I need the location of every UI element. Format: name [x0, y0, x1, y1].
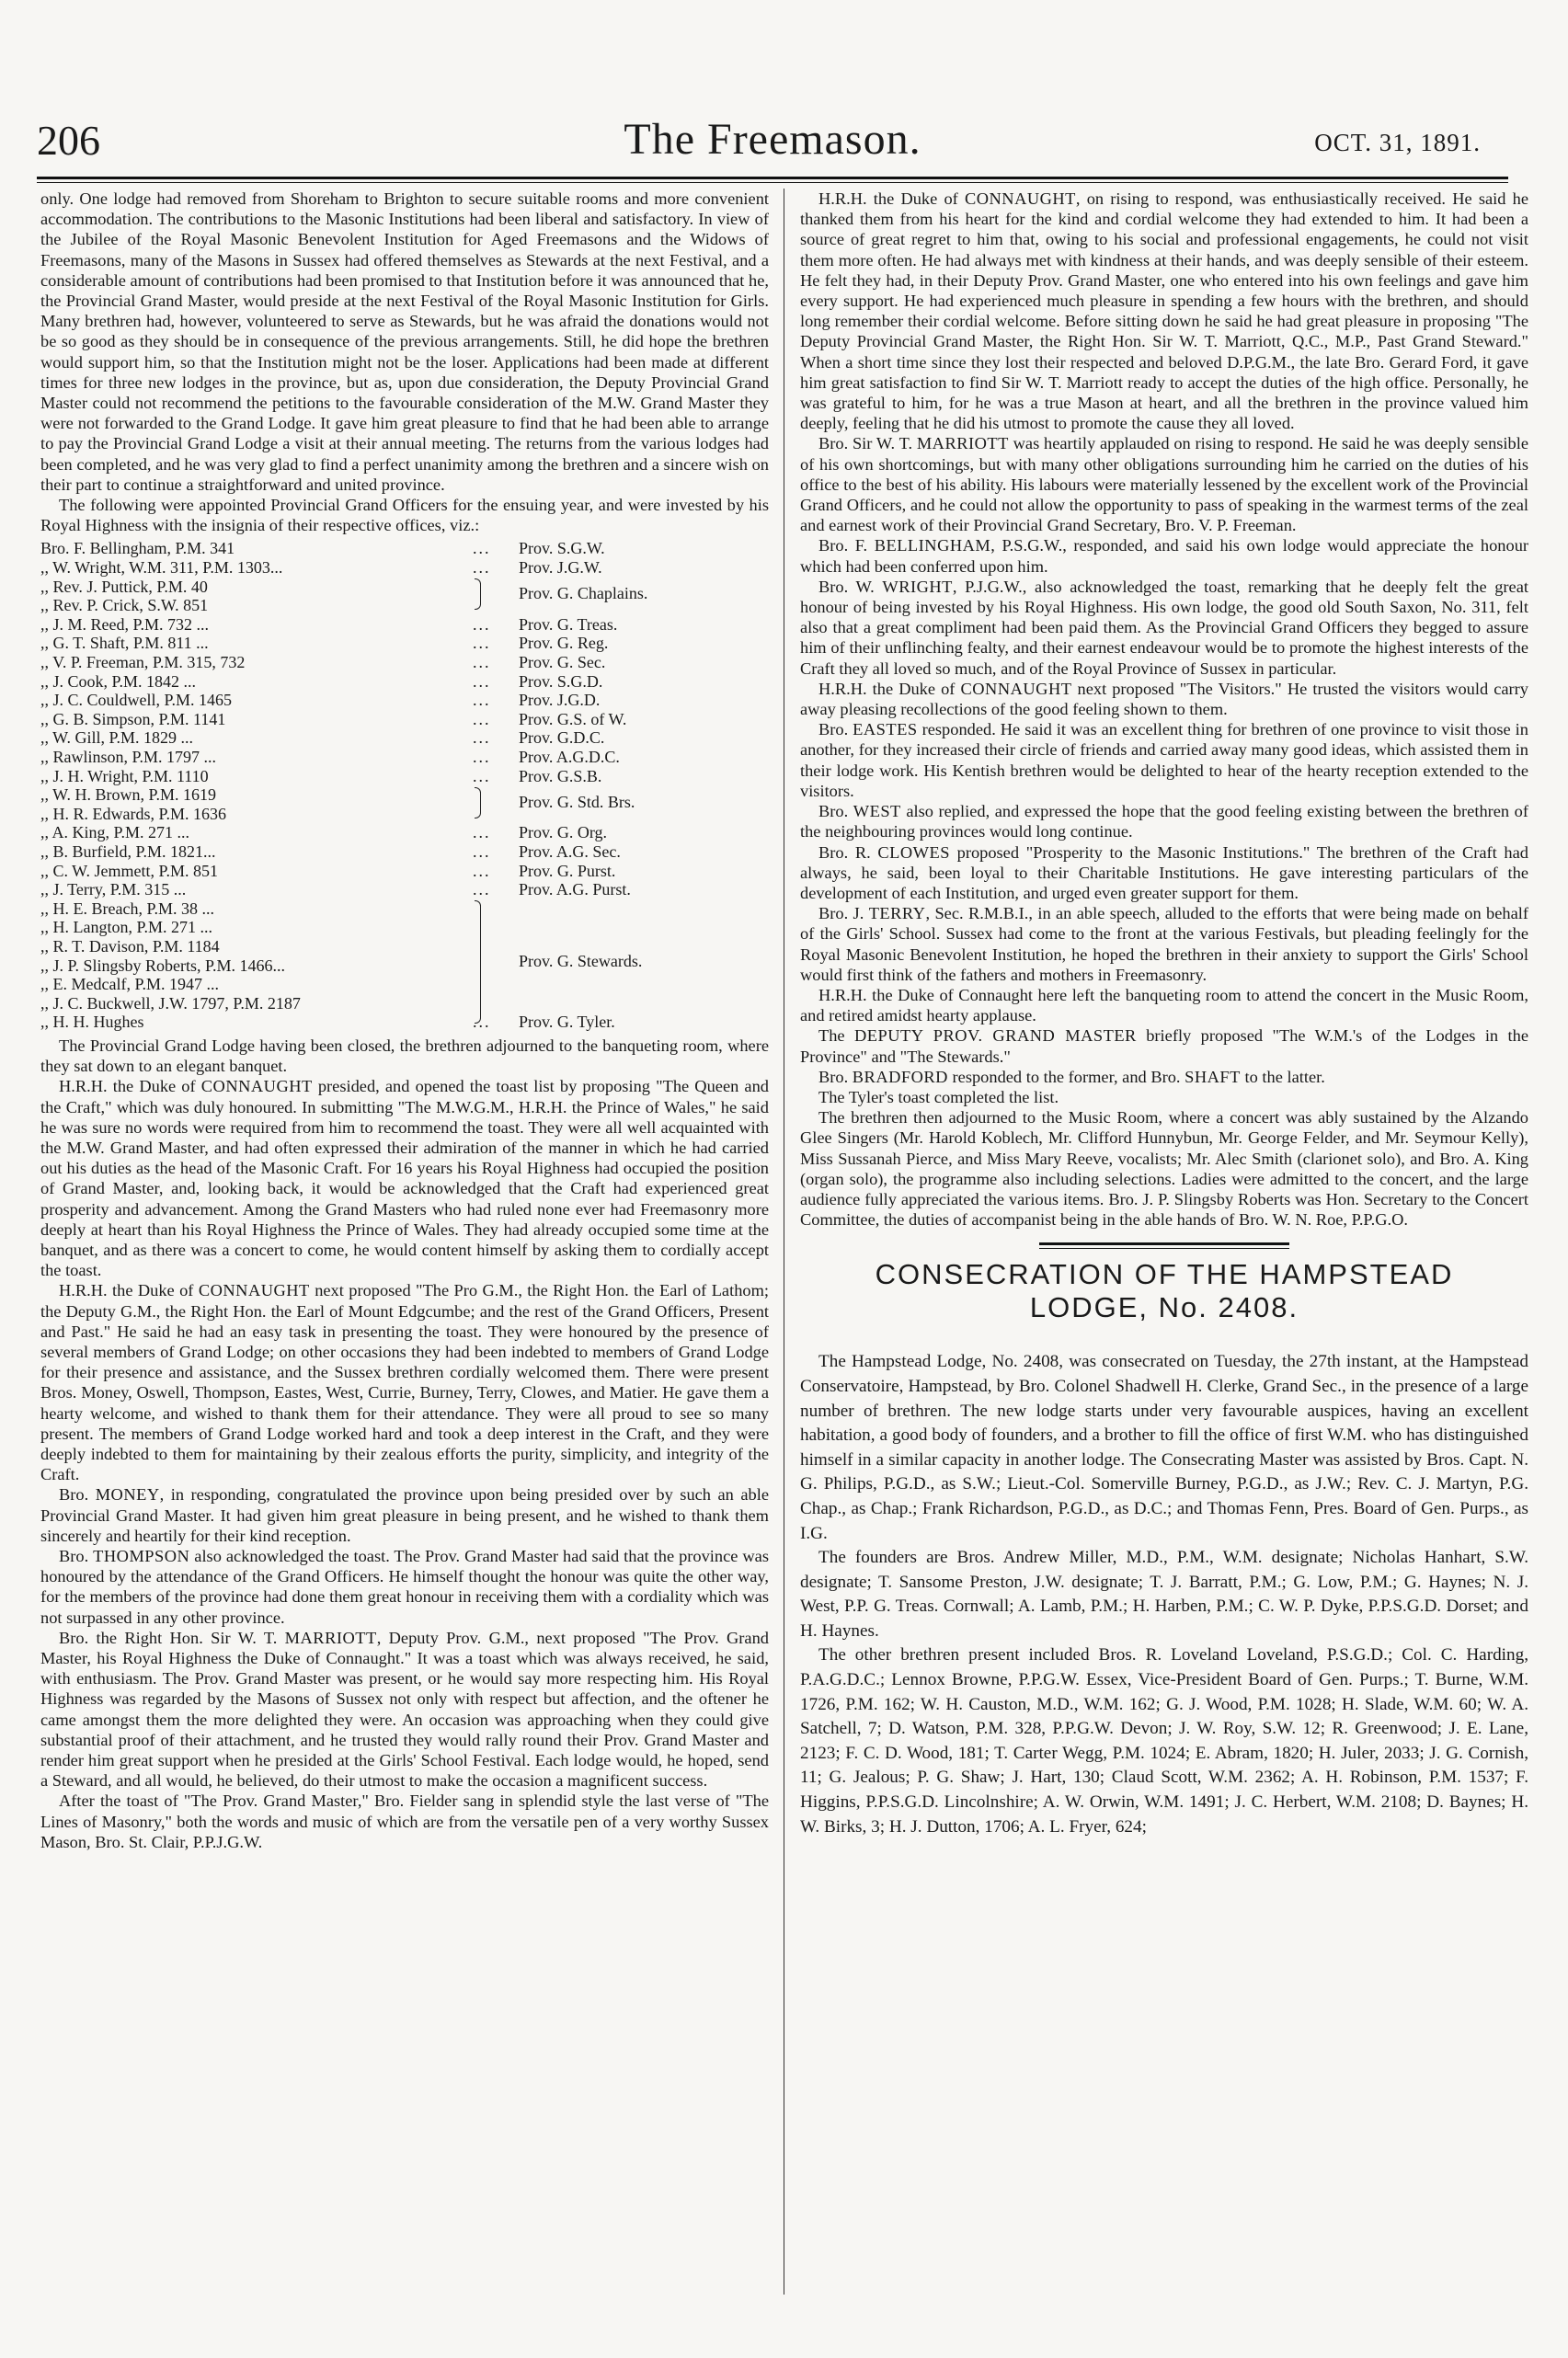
text-run: Bro. [818, 1067, 853, 1086]
text-run: next proposed "The Visitors." He trusted the visitors would carry away pleasing recollections of the good feeling shown to them. [800, 679, 1528, 719]
text-run: , Deputy Prov. G.M., next proposed "The Prov. Grand Master, his Royal Highness the Duke of Connaught." It was a toast which was always received, he said, with enthusiasm. The Prov. Grand Master was present, or he would say more respecting him. His Royal Highness was regarded by the Masons of Sussex not only with respect but affection, and the oftener he came amongst them the more delighted they were. An occasion was approaching when they could give substantial proof of their attachment, and he trusted they would rally round their Prov. Grand Master and render him great support when he presided at the Girls' School Festival. Each lodge would, he hoped, send a Steward, and all would, he believed, do their utmost to make the occasion a magnificent success. [40, 1628, 769, 1791]
paragraph [800, 535, 1528, 576]
small-caps-name: TERRY [868, 904, 926, 923]
small-caps-name: BRADFORD [852, 1067, 948, 1086]
text-run: responded. He said it was an excellent thing for brethren of one province to visit those in another, for they increased their circle of friends and carried away many good ideas, which assisted them in their lodge work. His Kentish brethren would be delighted to hear of the hearty reception extended to the visitors. [800, 720, 1528, 800]
small-caps-name: WEST [853, 802, 901, 821]
paragraph [800, 903, 1528, 985]
article-headline [800, 1258, 1528, 1324]
leader-dots: ... [473, 558, 491, 578]
officer-name: ,, A. King, P.M. 271 ... [40, 823, 190, 842]
officer-row [40, 634, 769, 653]
officer-row [40, 748, 769, 767]
leader-dots: ... [473, 766, 491, 785]
officer-name: ,, H. H. Hughes [40, 1013, 144, 1032]
officer-row [40, 691, 769, 710]
text-run: briefly proposed "The W.M.'s of the Lodges in the Province" and "The Stewards." [800, 1026, 1528, 1066]
leader-dots: ... [473, 747, 491, 766]
officer-office: Prov. G.S. of W. [519, 709, 627, 728]
paragraph [40, 1484, 769, 1546]
paragraph [800, 719, 1528, 801]
officer-office: Prov. A.G. Purst. [519, 880, 631, 899]
text-run: , P.J.G.W., also acknowledged the toast, remarking that he deeply felt the great honour of being invested by his Royal Highness. His own lodge, the good old South Saxon, No. 311, felt also that a great compliment had been paid them. As the Provincial Grand Officers they begged to assure him of their unflinching fealty, and their earnest endeavour would be to promote the highest interests of the Craft they all loved so much, and of the Royal Province of Sussex in particular. [800, 577, 1528, 678]
officer-name: ,, E. Medcalf, P.M. 1947 ... [40, 975, 219, 994]
text-run: Bro. R. [818, 842, 878, 862]
text-run: Bro. J. [818, 904, 869, 923]
text-run: also replied, and expressed the hope that the good feeling existing between the brethren of the neighbouring provinces would long continue. [800, 802, 1528, 841]
paragraph: only. One lodge had removed from Shoreham to Brighton to secure suitable rooms and more convenient accommodation. The contributions to the Masonic Institutions had been liberal and satisfactory. In view of the Jubilee of the Royal Masonic Benevolent Institution for Aged Freemasons and the Widows of Freemasons, many of the Masons in Sussex had offered themselves as Stewards at the next Festival, and a considerable amount of contributions had been promised to that Institution before it was announced that he, the Provincial Grand Master, would preside at the next Festival of the Royal Masonic Institution for Girls. Many brethren had, however, volunteered to serve as Stewards, but he was afraid the donations would not be so good as they should be in consequence of the previous arrangements. Still, he did hope the brethren would support him, so that the Institution might not be the loser. Applications had been made at different times for three new lodges in the province, but as, upon due consideration, the Deputy Provincial Grand Master could not recommend the petitions to the favourable consideration of the M.W. Grand Master they were not forwarded to the Grand Lodge. It gave him great pleasure to find that he had been able to arrange to pay the Provincial Grand Lodge a visit at their annual meeting. The returns from the various lodges had been completed, and he was very glad to find a perfect unanimity among the brethren and a sincere wish on their part to continue a straightforward and united province. [40, 189, 769, 494]
leader-dots: ... [473, 653, 491, 672]
text-run: Bro. F. [818, 536, 875, 555]
masthead-rule-thin [37, 182, 1508, 183]
text-run: next proposed "The Pro G.M., the Right Hon. the Earl of Lathom; the Deputy G.M., the Right Hon. the Earl of Mount Edgcumbe; and the rest of the Grand Officers, Present and Past." He said he had an easy task in presenting the toast. They were honoured by the presence of several members of Grand Lodge; on other occasions they had been indebted to members of Grand Lodge for their presence and assistance, and the Sussex brethren cordially welcomed them. There were present Bros. Money, Oswell, Thompson, Eastes, West, Currie, Burney, Terry, Clowes, and Matier. He gave them a hearty welcome, and wished to thank them for their attendance. They were all proud to see so many present. The members of Grand Lodge worked hard and took a deep interest in the Craft, and they were deeply indebted to them for maintaining by their zealous efforts the purity, simplicity, and integrity of the Craft. [40, 1281, 770, 1484]
page-number: 206 [37, 117, 100, 164]
small-caps-name: CONNAUGHT [960, 679, 1072, 698]
small-caps-name: CLOWES [877, 842, 950, 862]
text-run: H.R.H. the Duke of [818, 679, 961, 698]
officer-office: Prov. S.G.W. [519, 539, 605, 558]
officer-office: Prov. J.G.D. [519, 691, 601, 710]
officer-office: Prov. G.D.C. [519, 728, 605, 748]
text-run: Bro. [59, 1485, 96, 1505]
officer-name: ,, J. P. Slingsby Roberts, P.M. 1466... [40, 956, 286, 975]
text-run: , Sec. R.M.B.I., in an able speech, alluded to the efforts that were being made on behalf of the Girls' School. Sussex had come to the front at the various Festivals, but pleading feelingly for the Royal Masonic Benevolent Institution, he hoped the brethren in their anxiety to support the Girls' School would first think of the fathers and mothers in Freemasonry. [800, 904, 1528, 984]
officer-name: ,, G. B. Simpson, P.M. 1141 [40, 709, 226, 728]
leader-dots: ... [473, 671, 491, 691]
officer-name: ,, C. W. Jemmett, P.M. 851 [40, 861, 219, 880]
leader-dots: ... [473, 1013, 491, 1032]
leader-dots: ... [473, 539, 491, 558]
text-run: to the latter. [1240, 1067, 1325, 1086]
officer-office: Prov. S.G.D. [519, 671, 603, 691]
officer-name: ,, J. C. Couldwell, P.M. 1465 [40, 691, 233, 710]
small-caps-name: BELLINGHAM [874, 536, 991, 555]
officer-name: ,, J. Cook, P.M. 1842 ... [40, 671, 197, 691]
leader-dots: ... [473, 880, 491, 899]
officer-office: Prov. G. Purst. [519, 861, 616, 880]
officer-name: ,, V. P. Freeman, P.M. 315, 732 [40, 653, 246, 672]
officer-office: Prov. G.S.B. [519, 766, 602, 785]
officer-office: Prov. G. Org. [519, 823, 608, 842]
leader-dots: ... [473, 861, 491, 880]
leader-dots: ... [473, 709, 491, 728]
paragraph: After the toast of "The Prov. Grand Master," Bro. Fielder sang in splendid style the last verse of "The Lines of Masonry," both the words and music of which are from the versatile pen of a very worthy Sussex Mason, Bro. St. Clair, P.P.J.G.W. [40, 1791, 769, 1851]
officer-name: ,, J. C. Buckwell, J.W. 1797, P.M. 2187 [40, 993, 301, 1013]
officer-office: Prov. G. Std. Brs. [519, 793, 635, 812]
officer-name: ,, J. M. Reed, P.M. 732 ... [40, 614, 210, 634]
text-run: The [818, 1026, 854, 1046]
text-run: also acknowledged the toast. The Prov. Grand Master had said that the province was honoured by the attendance of the Grand Officers. He himself thought the honour was quite the other way, for the members of the province had done them great honour in receiving them with a cordiality which was not surpassed in any other province. [40, 1546, 770, 1627]
text-run: , in responding, congratulated the province upon being presided over by such an able Provincial Grand Master. It had given him great pleasure in being present, and he wished to thank them sincerely and heartily for their kind reception. [40, 1485, 769, 1545]
text-run: , on rising to respond, was enthusiastically received. He said he thanked them from his heart for the kind and cordial welcome they had extended to him. It had been a source of great regret to him that, owing to his social and professional engagements, he could not visit them more often. He had always met with kindness at their hands, and was deeply sensible of their esteem. He felt they had, in their Deputy Prov. Grand Master, one who entered into his own feelings and gave him every support. He had experienced much pleasure in spending a few hours with the brethren, and should long remember their cordial welcome. Before sitting down he said he had great pleasure in proposing "The Deputy Provincial Grand Master, the Right Hon. Sir W. T. Marriott, Q.C., M.P., Past Grand Steward." When a short time since they lost their respected and beloved D.P.G.M., the late Bro. Gerard Ford, it gave him great satisfaction to find Sir W. T. Marriott ready to accept the duties of the high office. Personally, he was grateful to him, for he was a true Mason at heart, and all the brethren in the province valued him deeply, feeling that he did his utmost to promote the cause they all loved. [800, 189, 1528, 433]
section-rule [1039, 1242, 1289, 1249]
officer-name: ,, W. Gill, P.M. 1829 ... [40, 728, 194, 748]
text-run: H.R.H. the Duke of [59, 1077, 201, 1096]
leader-dots: ... [473, 691, 491, 710]
text-run: Bro. [818, 720, 853, 739]
leader-dots: ... [473, 841, 491, 861]
small-caps-name: CONNAUGHT [198, 1281, 310, 1300]
paragraph [800, 189, 1528, 433]
text-run: , P.S.G.W., responded, and said his own lodge would appreciate the honour which had been conferred upon him. [800, 536, 1529, 576]
officer-row [40, 672, 769, 692]
paragraph: The brethren then adjourned to the Music Room, where a concert was ably sustained by the Alzando Glee Singers (Mr. Harold Koblech, Mr. Clifford Hunnybun, Mr. George Felder, and Mr. Seymour Kelly), Miss Sussanah Pierce, and Miss Mary Reeve, vocalists; Mr. Alec Smith (clarionet solo), and Bro. A. King (organ solo), the programme also including selections. Ladies were admitted to the concert, and the large audience fully appreciated the various items. Bro. J. P. Slingsby Roberts was Hon. Secretary to the Concert Committee, the duties of accompanist being in the able hands of Bro. W. N. Roe, P.P.G.O. [800, 1108, 1528, 1230]
officer-name: ,, Rawlinson, P.M. 1797 ... [40, 747, 217, 766]
officer-name: ,, Rev. P. Crick, S.W. 851 [40, 596, 209, 615]
text-run: was heartily applauded on rising to respond. He said he was deeply sensible of his own shortcomings, but with many other obligations surrounding him he carried on the duties of his office to the best of his ability. His labours were materially lessened by the excellent work of the Provincial Grand Officers, and he could not allow the opportunity to pass of speaking in the warmest terms of the zeal and earnest work of their Provincial Grand Secretary, Bro. V. P. Freeman. [800, 434, 1528, 535]
small-caps-name: WRIGHT [882, 577, 953, 596]
paragraph: The Tyler's toast completed the list. [818, 1087, 1059, 1106]
paragraph: H.R.H. the Duke of Connaught here left the banqueting room to attend the concert in the Music Room, and retired amidst hearty applause. [800, 985, 1528, 1025]
paragraph [800, 577, 1528, 679]
paragraph [40, 1280, 769, 1484]
text-run: H.R.H. the Duke of [59, 1281, 199, 1300]
leader-dots: ... [473, 634, 491, 653]
officer-name: ,, G. T. Shaft, P.M. 811 ... [40, 634, 209, 653]
officer-row [40, 767, 769, 786]
officer-office: Prov. A.G.D.C. [519, 747, 620, 766]
officer-name: Bro. F. Bellingham, P.M. 341 [40, 539, 235, 558]
paragraph [800, 679, 1528, 719]
officers-list [40, 539, 769, 1031]
small-caps-name: SHAFT [1185, 1067, 1241, 1086]
officer-name: ,, H. E. Breach, P.M. 38 ... [40, 899, 214, 918]
text-run: proposed "Prosperity to the Masonic Institutions." The brethren of the Craft had always, he said, been loyal to their Charitable Institutions. He gave interesting particulars of the development of each Institution, and urged even greater support for them. [800, 842, 1528, 902]
text-run: Bro. the Right Hon. Sir W. T. [59, 1628, 285, 1647]
text-run: Bro. [59, 1546, 94, 1565]
officer-row [40, 805, 769, 824]
small-caps-name: CONNAUGHT [200, 1077, 313, 1096]
masthead-rule-thick [37, 177, 1508, 179]
officer-row [40, 653, 769, 672]
officer-name: ,, W. Wright, W.M. 311, P.M. 1303... [40, 558, 283, 578]
officer-name: ,, R. T. Davison, P.M. 1184 [40, 936, 220, 956]
paragraph [40, 1628, 769, 1791]
officer-row [40, 596, 769, 615]
officer-office: Prov. G. Stewards. [519, 952, 643, 971]
small-caps-name: MONEY [95, 1485, 160, 1505]
paragraph: The Hampstead Lodge, No. 2408, was consecrated on Tuesday, the 27th instant, at the Hampstead Conservatoire, Hampstead, by Bro. Colonel Shadwell H. Clerke, Grand Sec., in the presence of a large number of brethren. The new lodge starts under very favourable auspices, having an excellent habitation, a good body of founders, and a brother to fill the office of first W.M. who has distinguished himself in a similar capacity in another lodge. The Consecrating Master was assisted by Bros. Capt. N. G. Philips, P.G.D., as S.W.; Lieut.-Col. Somerville Burney, P.G.D., as J.W.; Rev. C. J. Martyn, P.G. Chap., as Chap.; Frank Richardson, P.G.D., as D.C.; and Thomas Fenn, Pres. Board of Gen. Purps., as I.G. [800, 1352, 1528, 1543]
paragraph [800, 842, 1528, 904]
text-run: H.R.H. the Duke of [818, 189, 965, 208]
text-run: Bro. Sir W. T. [818, 434, 917, 453]
leader-dots: ... [473, 823, 491, 842]
paragraph [40, 1076, 769, 1280]
officer-office: Prov. G. Tyler. [519, 1013, 615, 1032]
officer-row [40, 918, 769, 937]
officer-office: Prov. G. Chaplains. [519, 584, 648, 603]
officer-name: ,, H. R. Edwards, P.M. 1636 [40, 804, 227, 823]
right-column [800, 189, 1528, 1839]
officer-name: ,, B. Burfield, P.M. 1821... [40, 841, 216, 861]
text-run: Bro. W. [818, 577, 883, 596]
officer-row [40, 975, 769, 994]
headline-line-2: LODGE, No. 2408. [1029, 1291, 1299, 1324]
officer-row [40, 899, 769, 919]
officer-name: ,, Rev. J. Puttick, P.M. 40 [40, 577, 208, 596]
officer-office: Prov. G. Sec. [519, 653, 606, 672]
small-caps-name: THOMPSON [93, 1546, 190, 1565]
paragraph [800, 801, 1528, 841]
officer-row [40, 710, 769, 729]
text-run: responded to the former, and Bro. [947, 1067, 1185, 1086]
officer-row [40, 728, 769, 748]
officer-row [40, 862, 769, 881]
officer-row [40, 1013, 769, 1032]
headline-line-1: CONSECRATION OF THE HAMPSTEAD [875, 1258, 1454, 1291]
paragraph [800, 1025, 1528, 1066]
officer-row [40, 823, 769, 842]
paragraph: The founders are Bros. Andrew Miller, M.D., P.M., W.M. designate; Nicholas Hanhart, S.W. designate; T. Sansome Preston, J.W. designate; T. J. Barratt, P.M.; G. Low, P.M.; G. Haynes; N. J. West, P.P. G. Treas. Cornwall; A. Lamb, P.M.; H. Harben, P.M.; C. W. P. Dyke, P.P.S.G.D. Dorset; and H. Haynes. [800, 1548, 1528, 1641]
officer-office: Prov. G. Treas. [519, 614, 618, 634]
officer-row [40, 994, 769, 1013]
officer-row [40, 956, 769, 976]
issue-date: OCT. 31, 1891. [1314, 129, 1481, 156]
leader-dots: ... [473, 614, 491, 634]
masthead-title: The Freemason. [624, 115, 921, 164]
officer-row [40, 842, 769, 862]
officer-row [40, 578, 769, 597]
officer-row [40, 880, 769, 899]
officer-office: Prov. J.G.W. [519, 558, 602, 578]
paragraph [40, 1546, 769, 1628]
text-run: Bro. [818, 802, 853, 821]
small-caps-name: DEPUTY PROV. GRAND MASTER [854, 1026, 1137, 1046]
small-caps-name: MARRIOTT [284, 1628, 377, 1647]
officer-row [40, 937, 769, 956]
small-caps-name: EASTES [853, 720, 918, 739]
masthead [37, 109, 1508, 182]
officer-row [40, 539, 769, 558]
officer-row [40, 615, 769, 635]
paragraph: The following were appointed Provincial Grand Officers for the ensuing year, and were invested by his Royal Highness with the insignia of their respective offices, viz.: [40, 496, 769, 535]
left-column [40, 189, 769, 1852]
officer-name: ,, W. H. Brown, P.M. 1619 [40, 785, 217, 805]
leader-dots: ... [473, 728, 491, 748]
officer-name: ,, J. Terry, P.M. 315 ... [40, 880, 187, 899]
small-caps-name: MARRIOTT [916, 434, 1009, 453]
paragraph [800, 433, 1528, 535]
officer-name: ,, H. Langton, P.M. 271 ... [40, 918, 213, 937]
officer-row [40, 558, 769, 578]
officer-office: Prov. G. Reg. [519, 634, 609, 653]
text-run: presided, and opened the toast list by proposing "The Queen and the Craft," which was duly honoured. In submitting "The M.W.G.M., H.R.H. the Prince of Wales," he said he was sure no words were required from him to recommend the toast. They were all well acquainted with the M.W. Grand Master, and had often expressed their admiration of the manner in which he had carried out his duties as the head of the Masonic Craft. For 16 years his Royal Highness had occupied the position of Grand Master, and, looking back, it would be acknowledged that the Craft had experienced great prosperity and advancement. Among the Grand Masters who had ruled none ever had Freemasonry more deeply at heart than his Royal Highness the Prince of Wales. They had already occupied some time at the banquet, and as there was a concert to come, he would content himself by asking them to cordially accept the toast. [40, 1077, 769, 1280]
officer-office: Prov. A.G. Sec. [519, 841, 621, 861]
officer-row [40, 785, 769, 805]
officer-name: ,, J. H. Wright, P.M. 1110 [40, 766, 209, 785]
paragraph [800, 1067, 1528, 1087]
small-caps-name: CONNAUGHT [964, 189, 1076, 208]
paragraph: The other brethren present included Bros. R. Loveland Loveland, P.S.G.D.; Col. C. Harding, P.A.G.D.C.; Lennox Browne, P.P.G.W. Essex, Vice-President Board of Gen. Purps.; T. Burne, W.M. 1726, P.M. 162; W. H. Causton, M.D., W.M. 162; G. J. Wood, P.M. 1028; H. Slade, W.M. 60; W. A. Satchell, 7; D. Watson, P.M. 328, P.P.G.W. Devon; J. W. Roy, S.W. 12; R. Greenwood; J. E. Lane, 2123; F. C. D. Wood, 181; T. Carter Wegg, P.M. 1024; E. Abram, 1820; H. Juler, 2033; J. G. Cornish, 11; G. Jealous; P. G. Shaw; J. Hart, 130; Claud Scott, W.M. 2362; A. H. Robinson, P.M. 1537; F. Higgins, P.P.S.G.D. Lincolnshire; A. W. Orwin, W.M. 1491; J. C. Herbert, W.M. 2108; D. Baynes; H. W. Birks, 3; H. J. Dutton, 1706; A. L. Fryer, 624; [800, 1645, 1528, 1837]
paragraph: The Provincial Grand Lodge having been closed, the brethren adjourned to the banqueting room, where they sat down to an elegant banquet. [40, 1036, 769, 1076]
article-body [800, 1350, 1528, 1839]
